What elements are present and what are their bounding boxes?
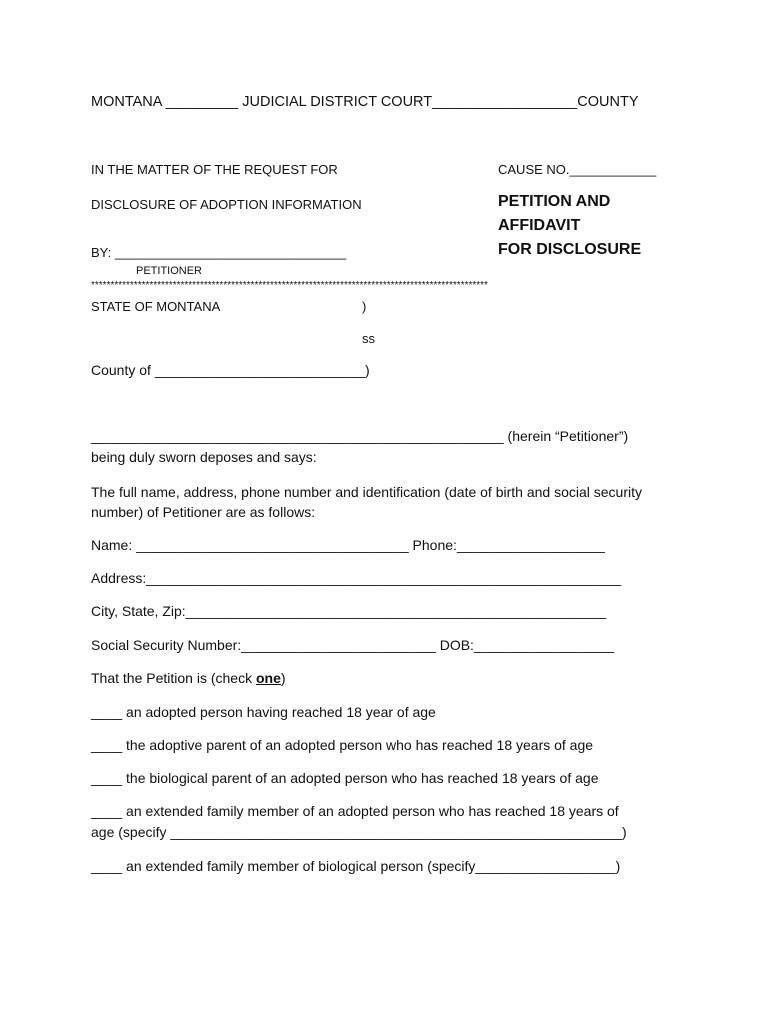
matter-line-1: IN THE MATTER OF THE REQUEST FOR	[91, 162, 338, 177]
city-state-zip-line: City, State, Zip:______________________________________________________	[91, 603, 607, 619]
option-adopted-person: ____ an adopted person having reached 18 year of age	[91, 704, 436, 720]
petitioner-label: PETITIONER	[136, 265, 203, 277]
ssn-dob-line: Social Security Number:_________________________ DOB:__________________	[91, 637, 615, 653]
venue-state: STATE OF MONTANA	[91, 299, 221, 314]
matter-line-2: DISCLOSURE OF ADOPTION INFORMATION	[91, 197, 362, 212]
name-phone-line: Name: ___________________________________ Phone:___________________	[91, 537, 605, 553]
option-extended-family-biological: ____ an extended family member of biological person (specify__________________)	[91, 858, 621, 874]
asterisk-separator: ******************************************************************************************************	[91, 280, 488, 291]
venue-ss: ss	[362, 331, 375, 346]
option-extended-family-adopted: ____ an extended family member of an adopted person who has reached 18 years of	[91, 803, 619, 819]
check-suffix: )	[280, 670, 286, 686]
check-prefix: That the Petition is (check	[91, 670, 256, 686]
by-petitioner-line: BY: ________________________________	[91, 245, 347, 260]
venue-county: County of ___________________________)	[91, 362, 370, 378]
venue-paren: )	[362, 299, 367, 314]
intro-paragraph: The full name, address, phone number and identification (date of birth and social security number) of Petitioner are as follows:	[91, 484, 642, 520]
cause-number: CAUSE NO.____________	[498, 162, 657, 177]
check-emphasis: one	[255, 670, 281, 686]
sworn-statement: being duly sworn deposes and says:	[91, 449, 317, 465]
address-line: Address:_____________________________________________________________	[91, 570, 622, 586]
court-header: MONTANA _________ JUDICIAL DISTRICT COURT__________________COUNTY	[91, 94, 639, 110]
option-biological-parent: ____ the biological parent of an adopted person who has reached 18 years of age	[91, 770, 599, 786]
document-title-line-1: PETITION AND	[498, 193, 611, 210]
document-title-line-3: FOR DISCLOSURE	[498, 241, 642, 258]
petitioner-name-line: _____________________________________________________ (herein “Petitioner”)	[91, 428, 629, 444]
check-instruction	[91, 670, 286, 687]
option-adoptive-parent: ____ the adoptive parent of an adopted person who has reached 18 years of age	[91, 737, 594, 753]
option-extended-family-adopted-specify: age (specify __________________________________________________________)	[91, 824, 627, 840]
document-title-line-2: AFFIDAVIT	[498, 217, 581, 234]
